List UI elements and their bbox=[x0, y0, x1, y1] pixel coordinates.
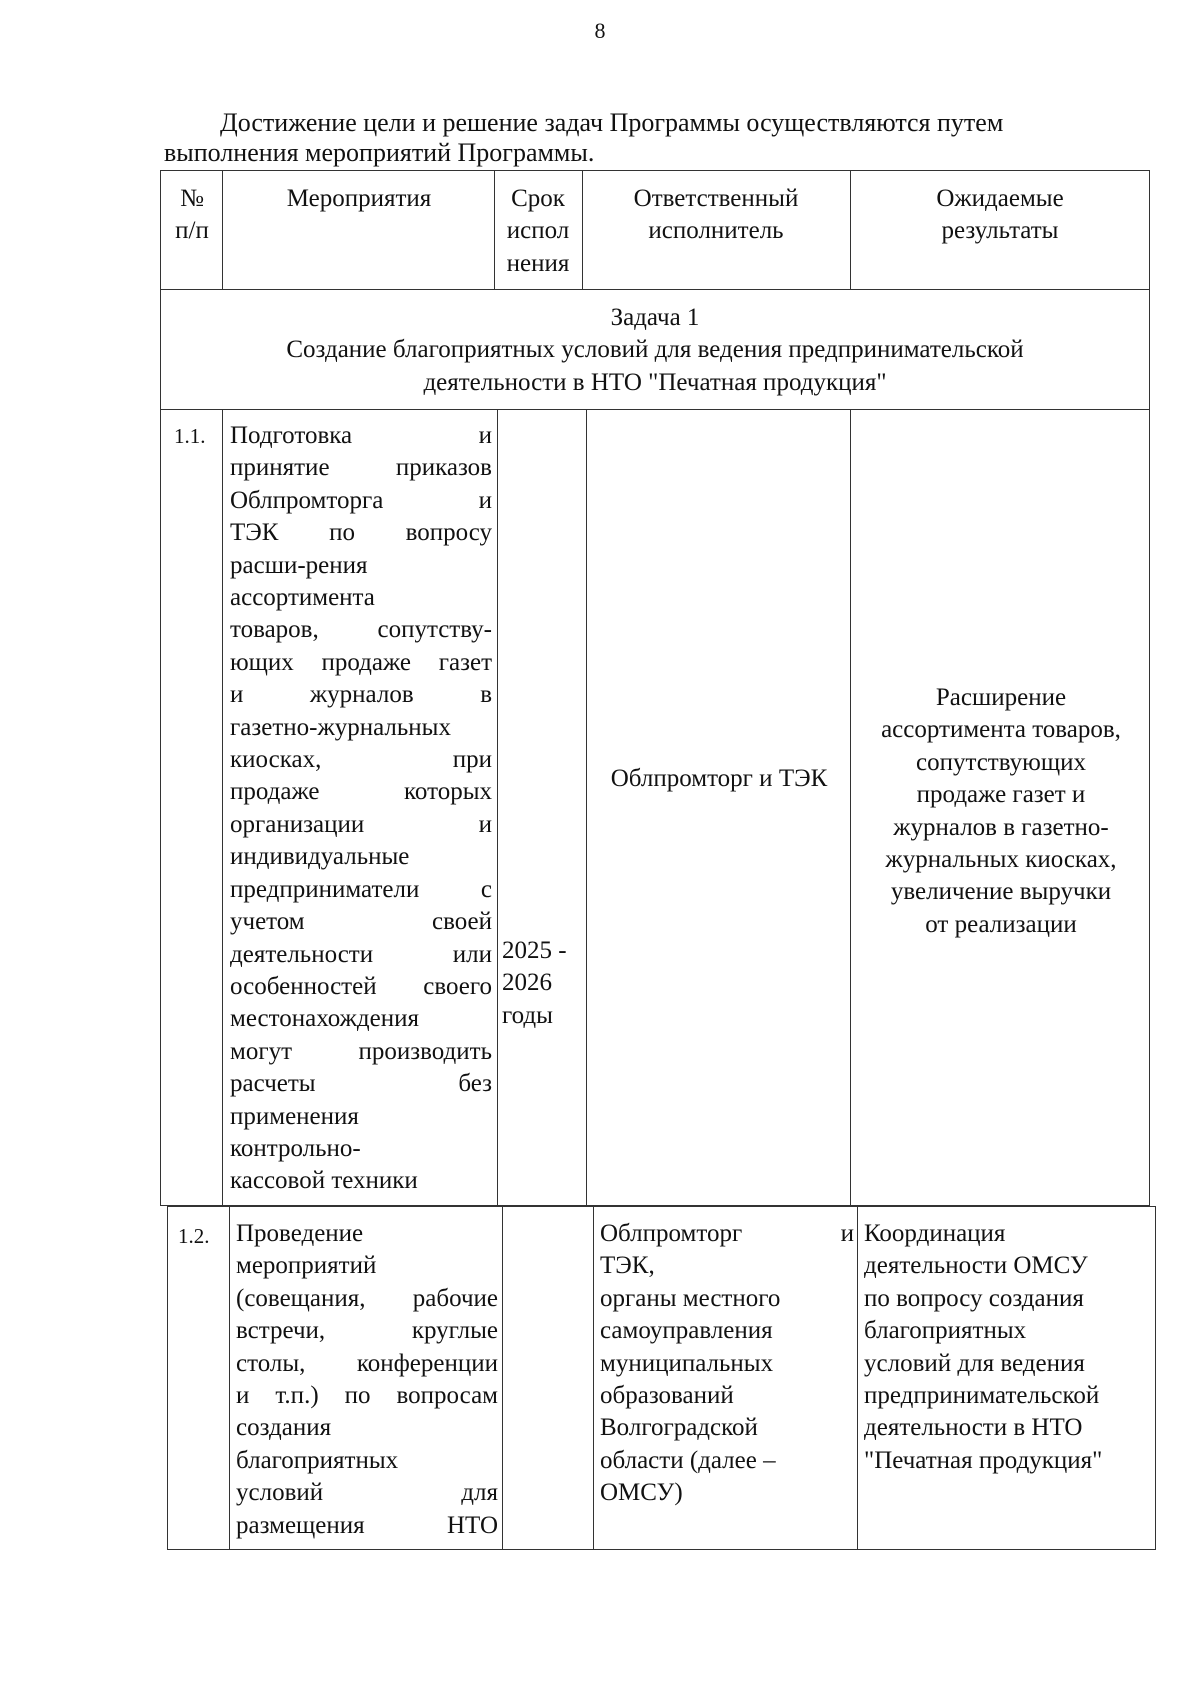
col-divider bbox=[497, 409, 498, 1206]
cell-line: деятельности ОМСУ bbox=[864, 1252, 1088, 1280]
cell-line: принятие приказов bbox=[230, 454, 492, 482]
cell-line: муниципальных bbox=[600, 1349, 774, 1377]
cell-line: контрольно- bbox=[230, 1134, 361, 1162]
cell-line: и т.п.) по вопросам bbox=[236, 1382, 498, 1410]
col-divider bbox=[222, 409, 223, 1206]
cell-line: деятельности в НТО bbox=[864, 1414, 1083, 1442]
intro-paragraph bbox=[164, 108, 1084, 168]
cell-line: от реализации bbox=[925, 910, 1077, 938]
cell-line: увеличение выручки bbox=[890, 878, 1112, 906]
row-1-1-activity bbox=[230, 420, 492, 1198]
row-1-2-responsible bbox=[600, 1218, 854, 1510]
cell-line: сопутствующих bbox=[916, 748, 1086, 776]
cell-line: благоприятных bbox=[236, 1446, 399, 1474]
cell-line: "Печатная продукция" bbox=[864, 1446, 1103, 1474]
cell-line: встречи, круглые bbox=[236, 1317, 498, 1345]
cell-line: индивидуальные bbox=[230, 843, 410, 871]
cell-line: Проведение bbox=[236, 1220, 364, 1247]
header-term: Срок испол нения bbox=[506, 185, 570, 277]
cell-line: учетом своей bbox=[230, 908, 492, 936]
header-responsible: Ответственный исполнитель bbox=[633, 185, 799, 245]
task-description-line-1: Создание благоприятных условий для ведения предпринимательской bbox=[286, 336, 1024, 364]
cell-line: товаров, сопутству- bbox=[230, 616, 492, 644]
cell-line: местонахождения bbox=[230, 1005, 419, 1033]
cell-line: самоуправления bbox=[600, 1317, 773, 1345]
row-1-1-responsible: Облпромторг и ТЭК bbox=[610, 765, 828, 792]
cell-line: ТЭК по вопросу bbox=[230, 519, 492, 547]
col-divider bbox=[222, 170, 223, 289]
header-divider bbox=[160, 289, 1150, 290]
cell-line: мероприятий bbox=[236, 1252, 377, 1280]
cell-line: по вопросу создания bbox=[864, 1284, 1084, 1312]
cell-line: образований bbox=[600, 1382, 734, 1410]
cell-line: Облпромторга и bbox=[230, 486, 492, 514]
cell-line: ТЭК, bbox=[600, 1252, 655, 1280]
cell-line: продаже которых bbox=[230, 778, 492, 806]
cell-line: могут производить bbox=[230, 1037, 492, 1065]
col-divider bbox=[593, 1206, 594, 1550]
cell-line: Координация bbox=[864, 1220, 1006, 1247]
header-num: № п/п bbox=[175, 185, 209, 245]
cell-line: особенностей своего bbox=[230, 972, 492, 1000]
cell-line: Подготовка и bbox=[230, 422, 492, 449]
row-1-2-activity bbox=[236, 1218, 498, 1542]
cell-line: органы местного bbox=[600, 1284, 781, 1312]
task-description-line-2: деятельности в НТО "Печатная продукция" bbox=[423, 368, 887, 396]
task-divider bbox=[160, 409, 1150, 410]
row-1-2-result bbox=[864, 1218, 1154, 1477]
cell-line: деятельности или bbox=[230, 940, 492, 968]
col-divider bbox=[850, 409, 851, 1206]
cell-line: расчеты без bbox=[230, 1070, 492, 1098]
cell-line: продаже газет и bbox=[916, 781, 1086, 809]
cell-line: ассортимента bbox=[230, 584, 375, 612]
cell-line: ющих продаже газет bbox=[230, 648, 492, 676]
cell-line: благоприятных bbox=[864, 1317, 1027, 1345]
cell-line: организации и bbox=[230, 810, 492, 838]
cell-line: условий для ведения bbox=[864, 1349, 1085, 1377]
col-divider bbox=[229, 1206, 230, 1550]
cell-line: газетно-журнальных bbox=[230, 713, 451, 741]
row-1-1-result bbox=[852, 682, 1150, 941]
cell-line: (совещания, рабочие bbox=[236, 1284, 498, 1312]
cell-line: и журналов в bbox=[230, 681, 492, 709]
cell-line: применения bbox=[230, 1102, 359, 1130]
header-results: Ожидаемые результаты bbox=[936, 185, 1064, 245]
cell-line: размещения НТО bbox=[236, 1511, 498, 1539]
task-heading bbox=[160, 302, 1150, 399]
cell-line: кассовой техники bbox=[230, 1167, 418, 1195]
cell-line: столы, конференции bbox=[236, 1349, 498, 1377]
cell-line: Облпромторг и bbox=[600, 1220, 854, 1247]
col-divider bbox=[502, 1206, 503, 1550]
cell-line: области (далее – bbox=[600, 1446, 776, 1474]
task-title: Задача 1 bbox=[610, 304, 700, 331]
row-1-1-num: 1.1. bbox=[174, 424, 206, 448]
col-divider bbox=[586, 409, 587, 1206]
cell-line: расши-рения bbox=[230, 551, 368, 579]
cell-line: условий для bbox=[236, 1479, 498, 1507]
cell-line: ОМСУ) bbox=[600, 1479, 683, 1507]
cell-line: киосках, при bbox=[230, 746, 492, 774]
cell-line: предприниматели с bbox=[230, 875, 492, 903]
row-1-2-num: 1.2. bbox=[178, 1224, 210, 1248]
cell-line: создания bbox=[236, 1414, 332, 1442]
cell-line: предпринимательской bbox=[864, 1382, 1100, 1410]
cell-line: журналов в газетно- bbox=[893, 813, 1109, 841]
cell-line: ассортимента товаров, bbox=[881, 716, 1121, 744]
term-value: 2025 - 2026 годы bbox=[502, 937, 567, 1029]
header-activities: Мероприятия bbox=[286, 185, 432, 212]
page-number: 8 bbox=[594, 18, 606, 43]
cell-line: Расширение bbox=[935, 684, 1067, 711]
intro-line-2: выполнения мероприятий Программы. bbox=[164, 138, 595, 167]
intro-line-1: Достижение цели и решение задач Программы осуществляются путем bbox=[220, 108, 1004, 137]
cell-line: Волгоградской bbox=[600, 1414, 758, 1442]
cell-line: журнальных киосках, bbox=[885, 846, 1117, 874]
col-divider bbox=[857, 1206, 858, 1550]
